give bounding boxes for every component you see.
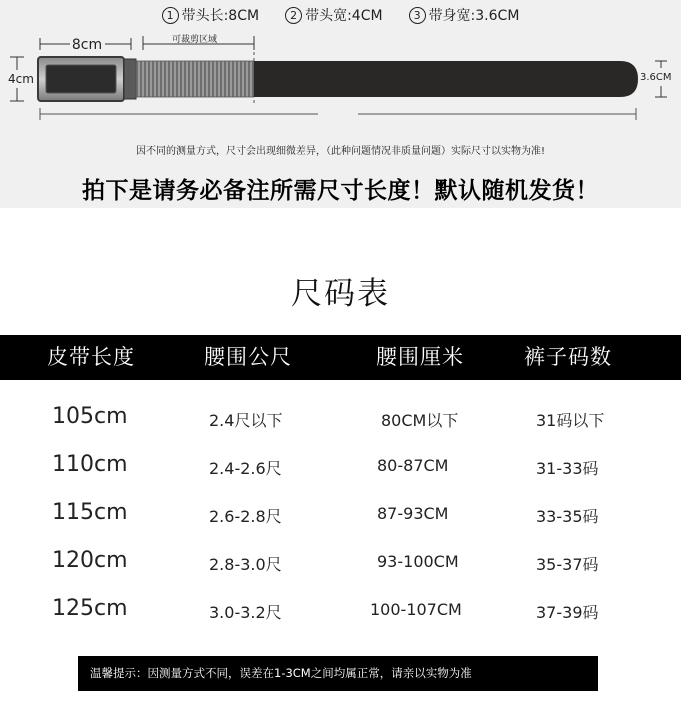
cell-waist-cm: 100-107CM [370, 600, 462, 619]
cell-waist-chi: 2.4尺以下 [209, 411, 283, 430]
total-length-arrows [40, 108, 636, 120]
belt-spec-section [0, 0, 681, 208]
circled-number: 2 [285, 7, 302, 24]
spec-buckle-width [285, 5, 382, 25]
warm-tip-banner: 温馨提示：因测量方式不同，误差在1-3CM之间均属正常，请亲以实物为准 [78, 656, 598, 691]
cell-belt-length: 120cm [52, 548, 128, 573]
body-width-label: 3.6CM [640, 72, 672, 83]
table-row [0, 450, 681, 480]
cell-waist-cm: 80CM以下 [381, 411, 459, 430]
cell-waist-chi: 2.4-2.6尺 [209, 459, 282, 478]
spec-text: 带身宽:3.6CM [428, 8, 520, 24]
cell-waist-chi: 2.6-2.8尺 [209, 507, 282, 526]
spec-buckle-length [162, 5, 259, 25]
cell-waist-chi: 3.0-3.2尺 [209, 603, 282, 622]
height-label: 4cm [8, 72, 34, 86]
spec-strap-width [409, 5, 520, 25]
cell-belt-length: 110cm [52, 452, 128, 477]
circled-number: 3 [409, 7, 426, 24]
cell-waist-chi: 2.8-3.0尺 [209, 555, 282, 574]
spec-line [0, 5, 681, 25]
cell-waist-cm: 80-87CM [377, 456, 449, 475]
circled-number: 1 [162, 7, 179, 24]
header-pants-size: 裤子码数 [524, 345, 612, 369]
cell-pants-size: 31码以下 [536, 411, 605, 430]
cell-pants-size: 31-33码 [536, 459, 599, 478]
belt-strap [254, 61, 638, 97]
header-waist-chi: 腰围公尺 [204, 345, 292, 369]
cell-waist-cm: 93-100CM [377, 552, 459, 571]
table-row [0, 594, 681, 624]
table-row [0, 402, 681, 432]
spec-text: 带头宽:4CM [305, 8, 383, 24]
header-waist-cm: 腰围厘米 [376, 345, 464, 369]
cell-belt-length: 105cm [52, 404, 128, 429]
cell-belt-length: 125cm [52, 596, 128, 621]
measurement-disclaimer: 因不同的测量方式，尺寸会出现细微差异，（此种问题情况非质量问题）实际尺寸以实物为准! [135, 146, 545, 157]
dimension-4cm [8, 57, 34, 101]
cut-zone-label: 可裁剪区域 [172, 35, 218, 45]
cell-pants-size: 33-35码 [536, 507, 599, 526]
order-notice: 拍下是请务必备注所需尺寸长度！默认随机发货！ [82, 178, 599, 204]
belt-buckle [38, 57, 136, 101]
size-chart-title: 尺码表 [291, 276, 390, 312]
header-belt-length: 皮带长度 [47, 345, 135, 369]
table-row [0, 498, 681, 528]
cell-pants-size: 37-39码 [536, 603, 599, 622]
ribbed-strap-section [136, 61, 254, 97]
size-table-header [0, 335, 681, 380]
cell-waist-cm: 87-93CM [377, 504, 449, 523]
dimension-cut-zone [143, 33, 254, 50]
table-row [0, 546, 681, 576]
length-label: 8cm [71, 37, 103, 53]
belt-diagram [0, 28, 681, 128]
dimension-8cm [40, 37, 131, 53]
dimension-3-6cm [640, 61, 672, 97]
cell-pants-size: 35-37码 [536, 555, 599, 574]
cell-belt-length: 115cm [52, 500, 128, 525]
spec-text: 带头长:8CM [181, 8, 260, 24]
